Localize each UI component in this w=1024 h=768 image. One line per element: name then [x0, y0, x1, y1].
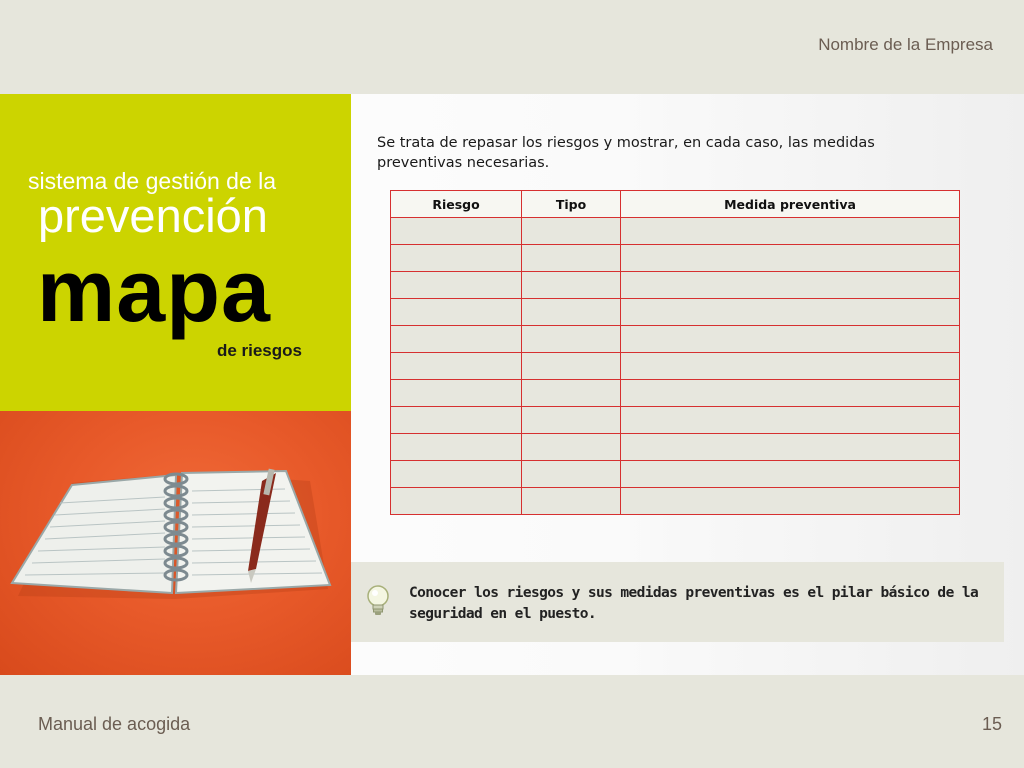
lightbulb-icon — [364, 584, 392, 618]
table-cell — [391, 245, 522, 272]
table-cell — [522, 488, 621, 515]
title-line-3: mapa — [37, 241, 271, 340]
notebook-pen-image — [0, 411, 351, 675]
intro-text: Se trata de repasar los riesgos y mostrar, en cada caso, las medidas preventivas necesarias. — [377, 135, 875, 171]
table-row — [391, 299, 960, 326]
column-header-riesgo: Riesgo — [391, 191, 522, 218]
table-cell — [621, 488, 960, 515]
table-row — [391, 272, 960, 299]
risk-table — [390, 190, 960, 515]
column-header-medida: Medida preventiva — [621, 191, 960, 218]
table-cell — [621, 434, 960, 461]
table-row — [391, 245, 960, 272]
table-cell — [391, 218, 522, 245]
table-cell — [621, 299, 960, 326]
page-number: 15 — [981, 714, 1002, 734]
table-cell — [391, 461, 522, 488]
notebook-illustration — [0, 411, 351, 675]
title-line-4: de riesgos — [216, 341, 302, 360]
table-cell — [621, 245, 960, 272]
table-row — [391, 488, 960, 515]
table-cell — [522, 326, 621, 353]
title-line-1: sistema de gestión de la — [28, 168, 277, 194]
footer-manual-title: Manual de acogida — [38, 714, 191, 734]
table-cell — [621, 380, 960, 407]
column-header-tipo: Tipo — [522, 191, 621, 218]
table-cell — [391, 407, 522, 434]
table-cell — [522, 272, 621, 299]
table-header-row — [391, 191, 960, 218]
table-cell — [621, 326, 960, 353]
table-cell — [391, 488, 522, 515]
table-row — [391, 326, 960, 353]
table-cell — [391, 434, 522, 461]
table-cell — [522, 407, 621, 434]
table-cell — [522, 353, 621, 380]
table-cell — [391, 326, 522, 353]
note-text: Conocer los riesgos y sus medidas preventivas es el pilar básico de la seguridad en el puesto. — [409, 585, 979, 622]
table-row — [391, 218, 960, 245]
company-name: Nombre de la Empresa — [818, 35, 993, 54]
table-row — [391, 380, 960, 407]
table-cell — [522, 461, 621, 488]
table-cell — [522, 299, 621, 326]
table-cell — [621, 461, 960, 488]
table-cell — [522, 380, 621, 407]
table-cell — [621, 218, 960, 245]
table-row — [391, 353, 960, 380]
table-cell — [522, 434, 621, 461]
table-cell — [621, 353, 960, 380]
table-cell — [621, 272, 960, 299]
table-cell — [522, 218, 621, 245]
table-row — [391, 434, 960, 461]
table-cell — [391, 299, 522, 326]
table-cell — [391, 353, 522, 380]
table-cell — [522, 245, 621, 272]
table-row — [391, 407, 960, 434]
table-row — [391, 461, 960, 488]
table-cell — [621, 407, 960, 434]
table-cell — [391, 380, 522, 407]
table-cell — [391, 272, 522, 299]
title-line-2: prevención — [38, 189, 268, 242]
